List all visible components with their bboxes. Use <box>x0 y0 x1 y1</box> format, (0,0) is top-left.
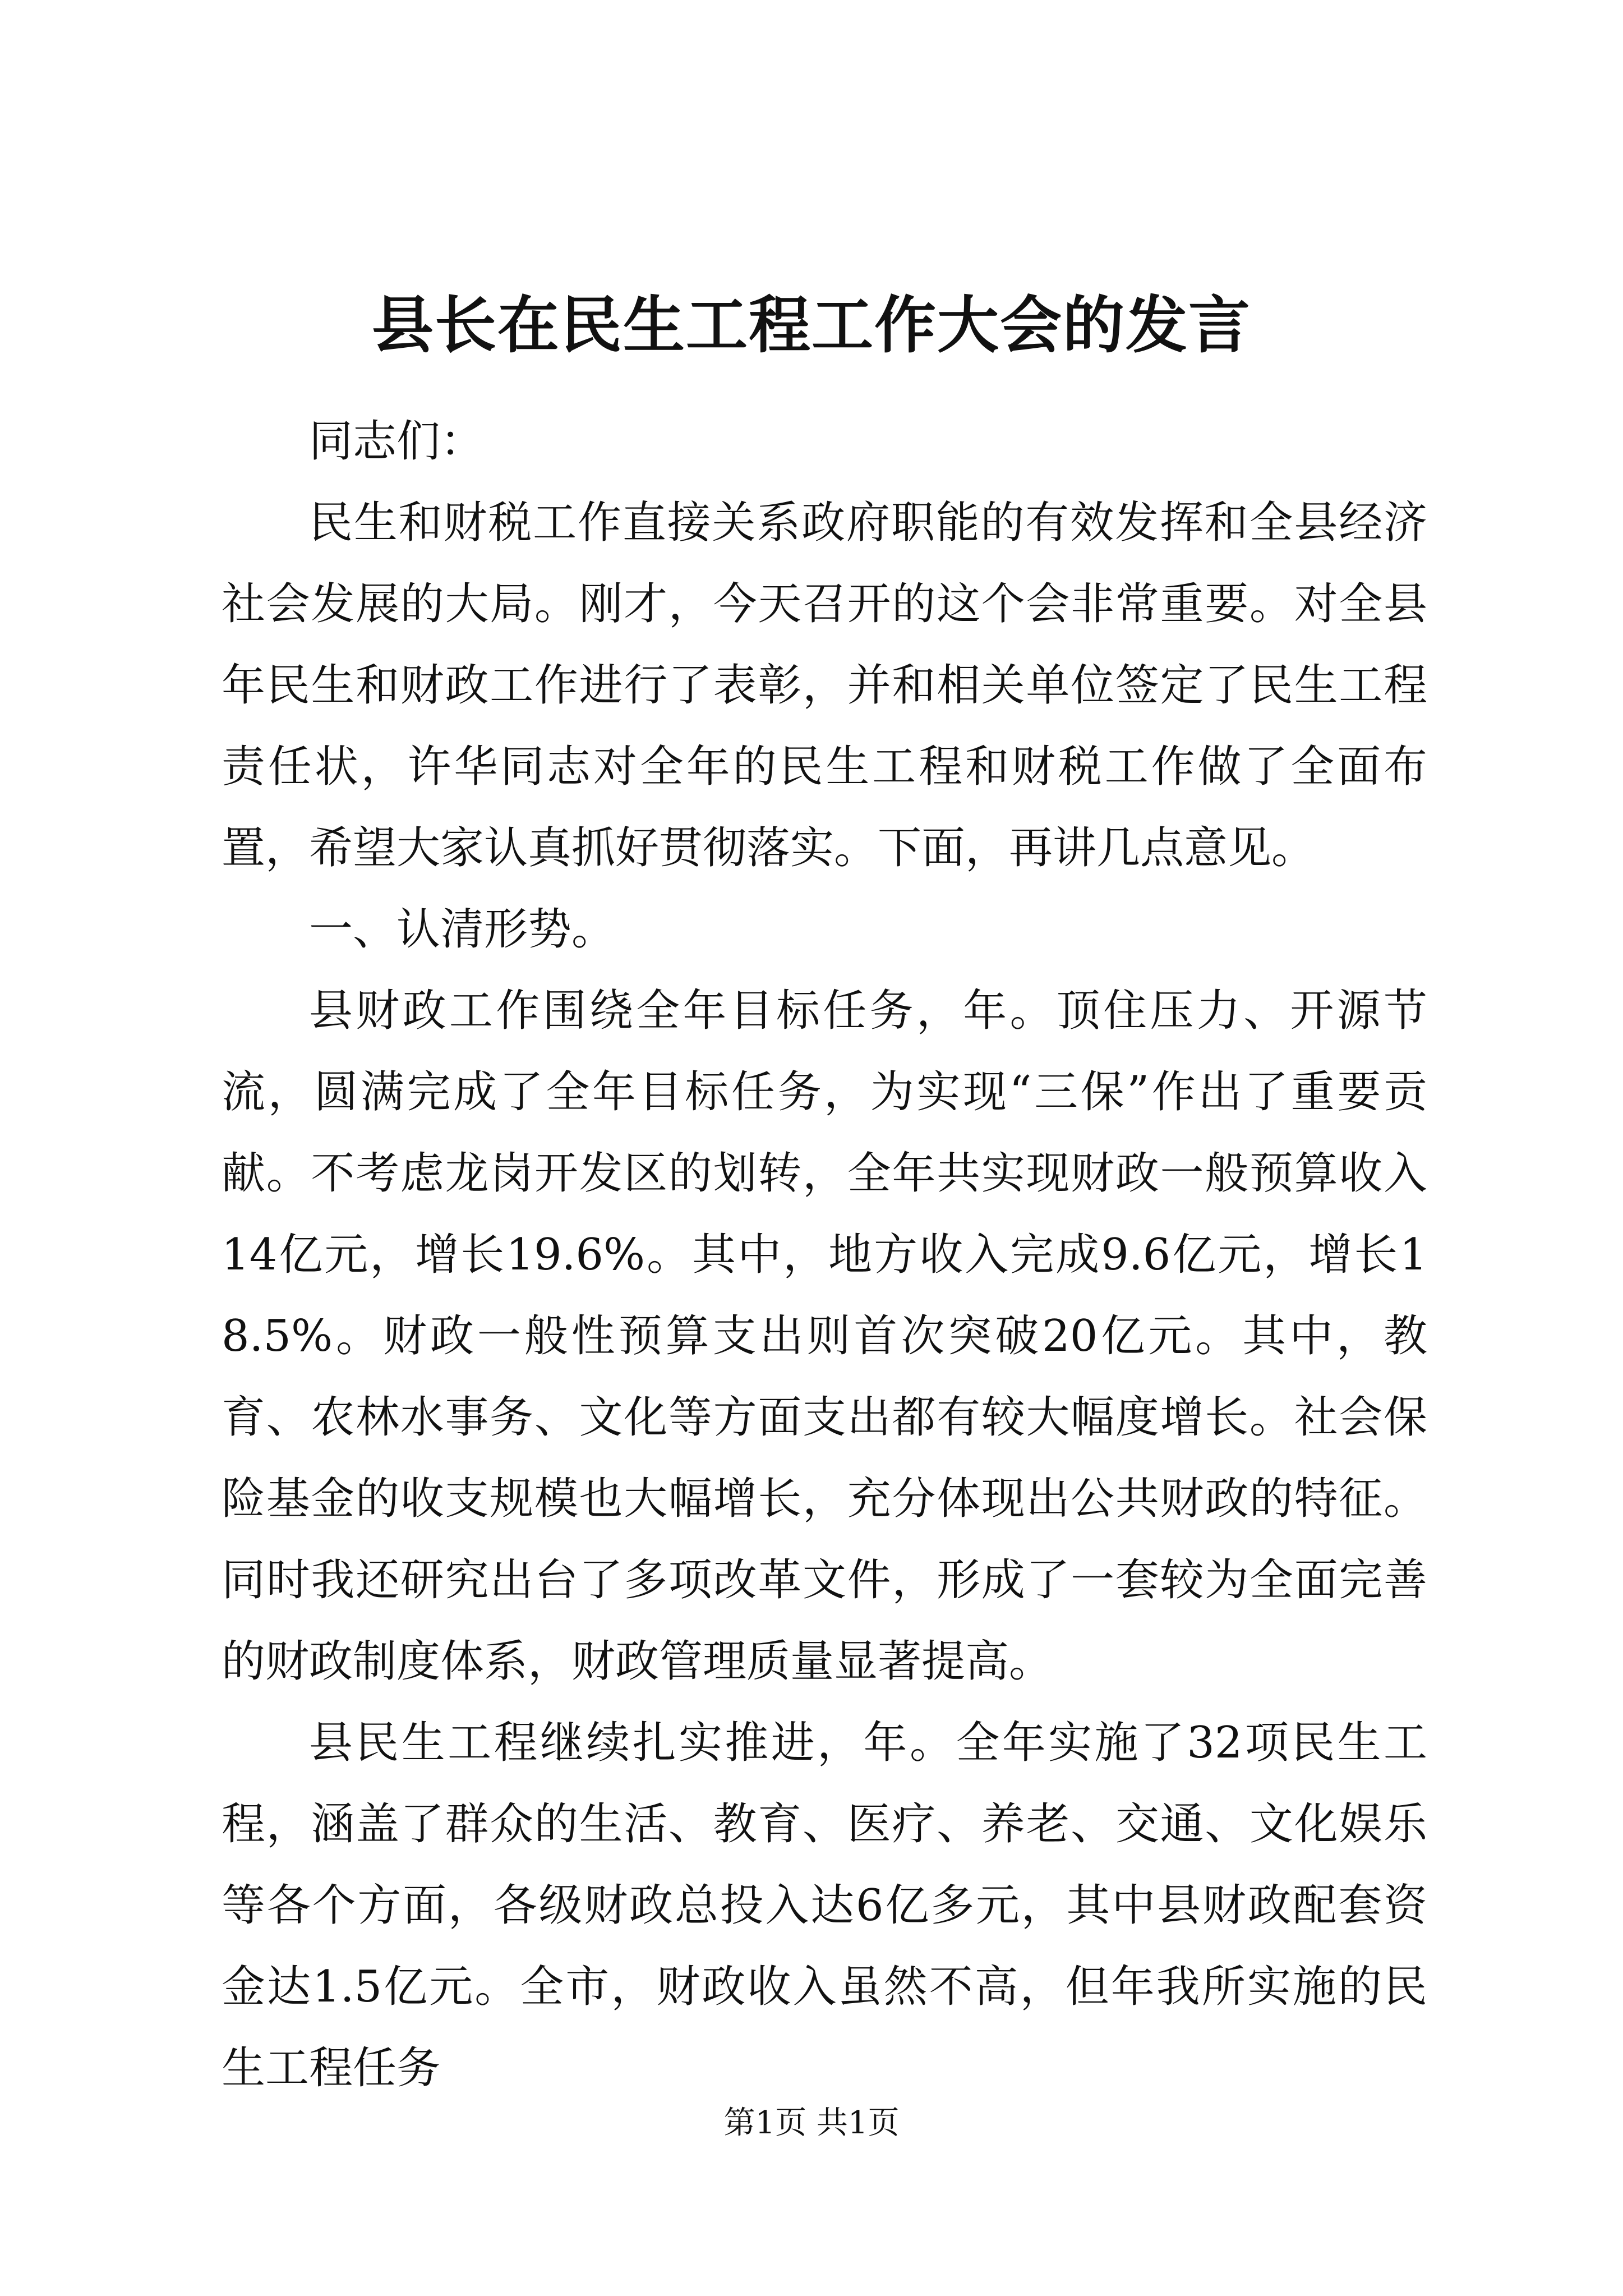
paragraph-finance: 县财政工作围绕全年目标任务，年。顶住压力、开源节流，圆满完成了全年目标任务，为实现“三保”作出了重要贡献。不考虑龙岗开发区的划转，全年共实现财政一般预算收入14亿元，增长19.6%。其中，地方收入完成9.6亿元，增长18.5%。财政一般性预算支出则首次突破20亿元。其中，教育、农林水事务、文化等方面支出都有较大幅度增长。社会保险基金的收支规模也大幅增长，充分体现出公共财政的特征。同时我还研究出台了多项改革文件，形成了一套较为全面完善的财政制度体系，财政管理质量显著提高。 <box>222 986 1427 1687</box>
salutation: 同志们： <box>309 416 485 467</box>
section-heading: 一、认清形势。 <box>309 904 616 955</box>
paragraph-intro: 民生和财税工作直接关系政府职能的有效发挥和全县经济社会发展的大局。刚才，今天召开的这个会非常重要。对全县年民生和财政工作进行了表彰，并和相关单位签定了民生工程责任状，许华同志对全年的民生工程和财税工作做了全面布置，希望大家认真抓好贯彻落实。下面，再讲几点意见。 <box>222 498 1427 873</box>
paragraph-livelihood-projects: 县民生工程继续扎实推进，年。全年实施了32项民生工程，涵盖了群众的生活、教育、医疗、养老、交通、文化娱乐等各个方面，各级财政总投入达6亿多元，其中县财政配套资金达1.5亿元。全市，财政收入虽然不高，但年我所实施的民生工程任务 <box>222 1718 1427 2093</box>
document-title: 县长在民生工程工作大会的发言 <box>372 289 1251 361</box>
document-body <box>222 401 1427 2109</box>
page-number-footer: 第1页 共1页 <box>723 2105 900 2141</box>
